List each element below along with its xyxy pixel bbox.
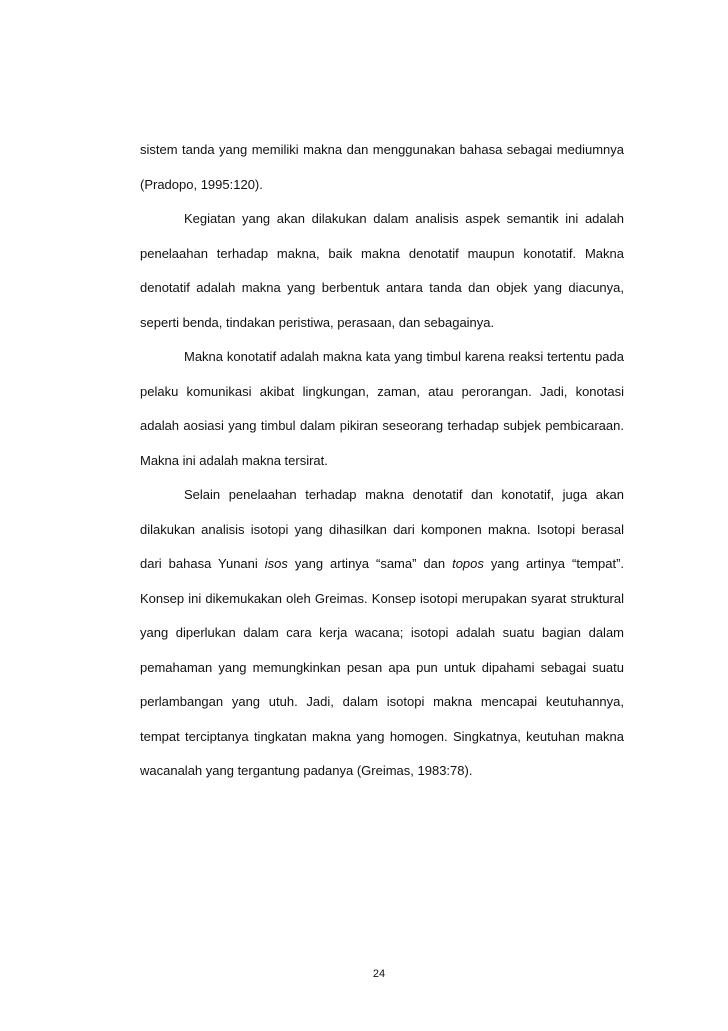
paragraph-1: sistem tanda yang memiliki makna dan menggunakan bahasa sebagai mediumnya (Pradopo, 1995:120). [140, 142, 624, 192]
paragraph-4-part-2: yang artinya “sama” dan [287, 556, 453, 571]
paragraph-4 [140, 478, 624, 789]
body-text [140, 133, 624, 789]
page-number-text: 24 [372, 968, 386, 980]
paragraph-2: Kegiatan yang akan dilakukan dalam analisis aspek semantik ini adalah penelaahan terhadap makna, baik makna denotatif maupun konotatif. Makna denotatif adalah makna yang berbentuk antara tanda dan objek yang diacunya, seperti benda, tindakan peristiwa, perasaan, dan sebagainya. [140, 211, 624, 330]
page-number [0, 968, 728, 980]
italic-term-isos: isos [264, 556, 288, 571]
paragraph-4-part-1: Selain penelaahan terhadap makna denotatif dan konotatif, juga akan dilakukan analisis isotopi yang dihasilkan dari komponen makna. Isotopi berasal dari bahasa Yunani [140, 487, 624, 571]
paragraph-3: Makna konotatif adalah makna kata yang timbul karena reaksi tertentu pada pelaku komunikasi akibat lingkungan, zaman, atau perorangan. Jadi, konotasi adalah aosiasi yang timbul dalam pikiran seseorang terhadap subjek pembicaraan. Makna ini adalah makna tersirat. [140, 349, 624, 468]
italic-term-topos: topos [452, 556, 484, 571]
paragraph-4-part-3: yang artinya “tempat”. Konsep ini dikemukakan oleh Greimas. Konsep isotopi merupakan syarat struktural yang diperlukan dalam cara kerja wacana; isotopi adalah suatu bagian dalam pemahaman yang memungkinkan pesan apa pun untuk dipahami sebagai suatu perlambangan yang utuh. Jadi, dalam isotopi makna mencapai keutuhannya, tempat terciptanya tingkatan makna yang homogen. Singkatnya, keutuhan makna wacanalah yang tergantung padanya (Greimas, 1983:78). [140, 556, 625, 778]
